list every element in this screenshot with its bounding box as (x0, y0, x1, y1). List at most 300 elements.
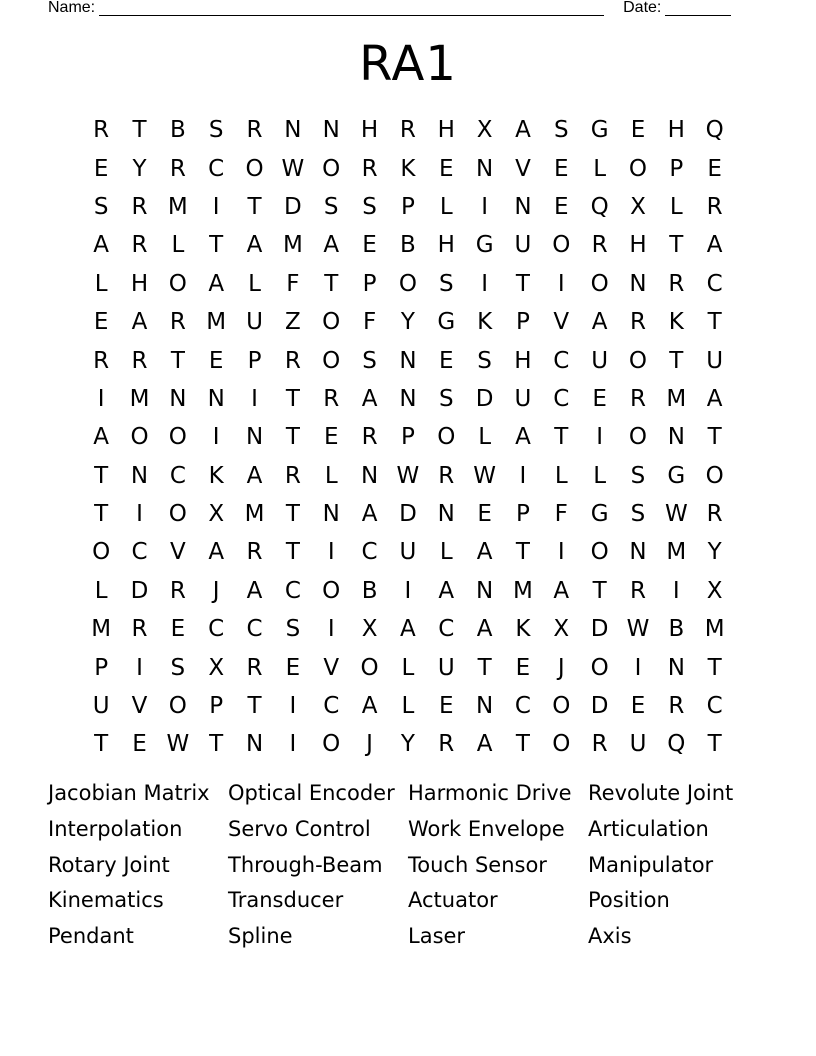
grid-letter[interactable]: M (666, 539, 687, 566)
grid-letter[interactable]: O (322, 309, 341, 336)
grid-letter[interactable]: C (706, 693, 723, 720)
grid-letter[interactable]: I (481, 193, 488, 220)
grid-letter[interactable]: C (706, 270, 723, 297)
grid-letter[interactable]: V (323, 654, 340, 681)
grid-letter[interactable]: T (285, 385, 300, 412)
grid-letter[interactable]: R (93, 117, 110, 144)
grid-letter[interactable]: E (477, 501, 492, 528)
grid-letter[interactable]: R (706, 193, 723, 220)
grid-letter[interactable]: K (477, 309, 493, 336)
grid-letter[interactable]: P (209, 693, 224, 720)
grid-letter[interactable]: T (94, 462, 109, 489)
grid-letter[interactable]: O (552, 731, 571, 758)
grid-letter[interactable]: C (208, 616, 225, 643)
grid-letter[interactable]: E (515, 654, 531, 681)
grid-letter[interactable]: I (136, 501, 143, 528)
grid-letter[interactable]: A (93, 424, 110, 451)
grid-letter[interactable]: P (669, 155, 684, 182)
grid-letter[interactable]: N (245, 731, 264, 758)
grid-letter[interactable]: L (248, 270, 261, 297)
grid-letter[interactable]: E (93, 309, 109, 336)
grid-letter[interactable]: S (630, 462, 646, 489)
grid-letter[interactable]: R (284, 347, 301, 374)
grid-letter[interactable]: S (285, 616, 301, 643)
grid-letter[interactable]: B (361, 577, 378, 604)
grid-letter[interactable]: Y (400, 309, 415, 336)
grid-letter[interactable]: P (247, 347, 262, 374)
grid-letter[interactable]: I (97, 385, 105, 412)
grid-letter[interactable]: E (362, 232, 377, 259)
grid-letter[interactable]: U (629, 731, 647, 758)
grid-letter[interactable]: N (322, 501, 340, 528)
name-blank-line[interactable] (99, 0, 604, 16)
grid-letter[interactable]: D (590, 693, 609, 720)
grid-letter[interactable]: A (323, 232, 340, 259)
grid-letter[interactable]: O (360, 654, 379, 681)
grid-letter[interactable]: O (92, 539, 111, 566)
grid-letter[interactable]: X (630, 193, 646, 220)
grid-letter[interactable]: L (401, 693, 415, 720)
grid-letter[interactable]: R (591, 731, 608, 758)
grid-letter[interactable]: S (362, 193, 377, 220)
grid-letter[interactable]: H (360, 117, 379, 144)
grid-letter[interactable]: P (94, 654, 109, 681)
grid-letter[interactable]: A (361, 693, 378, 720)
grid-letter[interactable]: E (554, 155, 569, 182)
grid-letter[interactable]: N (476, 693, 494, 720)
grid-letter[interactable]: O (552, 232, 571, 259)
grid-letter[interactable]: O (552, 693, 571, 720)
grid-letter[interactable]: V (515, 155, 531, 182)
grid-letter[interactable]: K (668, 309, 684, 336)
grid-letter[interactable]: O (628, 424, 648, 451)
grid-letter[interactable]: S (362, 347, 377, 374)
grid-letter[interactable]: A (246, 232, 263, 259)
grid-letter[interactable]: D (399, 501, 417, 528)
grid-letter[interactable]: O (590, 539, 609, 566)
grid-letter[interactable]: X (361, 616, 378, 643)
grid-letter[interactable]: R (438, 462, 455, 489)
grid-letter[interactable]: N (284, 117, 302, 144)
grid-letter[interactable]: Y (400, 731, 415, 758)
grid-letter[interactable]: C (284, 577, 301, 604)
grid-letter[interactable]: J (212, 577, 220, 604)
grid-letter[interactable]: R (246, 539, 263, 566)
grid-letter[interactable]: C (553, 385, 570, 412)
grid-letter[interactable]: O (168, 501, 187, 528)
grid-letter[interactable]: U (514, 385, 532, 412)
grid-letter[interactable]: E (208, 347, 224, 374)
grid-letter[interactable]: K (515, 616, 531, 643)
grid-letter[interactable]: S (323, 193, 339, 220)
grid-letter[interactable]: X (476, 117, 493, 144)
grid-letter[interactable]: S (438, 270, 454, 297)
grid-letter[interactable]: T (707, 424, 722, 451)
grid-letter[interactable]: N (322, 117, 340, 144)
grid-letter[interactable]: A (591, 309, 608, 336)
grid-letter[interactable]: B (400, 232, 416, 259)
grid-letter[interactable]: L (439, 193, 453, 220)
grid-letter[interactable]: F (554, 501, 568, 528)
grid-letter[interactable]: A (208, 270, 225, 297)
grid-letter[interactable]: R (131, 616, 148, 643)
grid-letter[interactable]: T (707, 731, 722, 758)
grid-letter[interactable]: R (438, 731, 455, 758)
grid-letter[interactable]: X (553, 616, 570, 643)
grid-letter[interactable]: H (667, 117, 685, 144)
grid-letter[interactable]: S (93, 193, 109, 220)
grid-letter[interactable]: R (169, 155, 186, 182)
grid-letter[interactable]: O (130, 424, 149, 451)
grid-letter[interactable]: F (286, 270, 300, 297)
grid-letter[interactable]: R (706, 501, 723, 528)
grid-letter[interactable]: B (668, 616, 685, 643)
grid-letter[interactable]: U (591, 347, 609, 374)
grid-letter[interactable]: I (289, 731, 297, 758)
grid-letter[interactable]: C (323, 693, 340, 720)
grid-letter[interactable]: R (591, 232, 608, 259)
grid-letter[interactable]: M (244, 501, 265, 528)
grid-letter[interactable]: A (476, 539, 493, 566)
grid-letter[interactable]: D (130, 577, 149, 604)
grid-letter[interactable]: C (361, 539, 378, 566)
grid-letter[interactable]: I (251, 385, 258, 412)
grid-letter[interactable]: V (131, 693, 148, 720)
grid-letter[interactable]: O (168, 270, 187, 297)
grid-letter[interactable]: A (361, 385, 378, 412)
grid-letter[interactable]: P (516, 501, 530, 528)
grid-letter[interactable]: M (91, 616, 112, 643)
grid-letter[interactable]: L (593, 462, 607, 489)
grid-letter[interactable]: E (630, 693, 646, 720)
grid-letter[interactable]: C (438, 616, 455, 643)
grid-letter[interactable]: P (516, 309, 530, 336)
grid-letter[interactable]: N (360, 462, 379, 489)
grid-letter[interactable]: R (323, 385, 340, 412)
grid-letter[interactable]: G (590, 117, 609, 144)
grid-letter[interactable]: K (208, 462, 224, 489)
grid-letter[interactable]: T (324, 270, 339, 297)
grid-letter[interactable]: H (130, 270, 149, 297)
grid-letter[interactable]: U (706, 347, 724, 374)
grid-letter[interactable]: C (514, 693, 531, 720)
grid-letter[interactable]: I (557, 539, 565, 566)
grid-letter[interactable]: Q (590, 193, 609, 220)
grid-letter[interactable]: O (322, 577, 341, 604)
grid-letter[interactable]: A (131, 309, 148, 336)
grid-letter[interactable]: G (475, 232, 494, 259)
grid-letter[interactable]: K (400, 155, 416, 182)
grid-letter[interactable]: M (206, 309, 227, 336)
grid-letter[interactable]: A (553, 577, 570, 604)
grid-letter[interactable]: N (399, 347, 417, 374)
grid-letter[interactable]: M (666, 385, 687, 412)
grid-letter[interactable]: T (669, 232, 684, 259)
grid-letter[interactable]: R (668, 693, 685, 720)
grid-letter[interactable]: N (667, 654, 685, 681)
grid-letter[interactable]: T (209, 731, 224, 758)
grid-letter[interactable]: T (94, 731, 109, 758)
grid-letter[interactable]: M (513, 577, 533, 604)
name-date-header (48, 0, 731, 18)
grid-letter[interactable]: N (245, 424, 264, 451)
grid-letter[interactable]: T (554, 424, 569, 451)
grid-letter[interactable]: I (212, 193, 220, 220)
grid-letter[interactable]: L (593, 155, 607, 182)
grid-letter[interactable]: W (664, 501, 688, 528)
grid-letter[interactable]: U (92, 693, 110, 720)
grid-letter[interactable]: I (136, 654, 143, 681)
grid-letter[interactable]: O (590, 654, 609, 681)
grid-letter[interactable]: R (93, 347, 110, 374)
grid-letter[interactable]: O (628, 347, 648, 374)
grid-letter[interactable]: X (208, 654, 225, 681)
word-bank-item: Rotary Joint (48, 852, 170, 877)
grid-letter[interactable]: N (399, 385, 417, 412)
grid-letter[interactable]: L (401, 654, 415, 681)
grid-letter[interactable]: A (706, 232, 723, 259)
grid-letter[interactable]: O (398, 270, 417, 297)
grid-row (82, 265, 734, 303)
grid-letter[interactable]: C (553, 347, 570, 374)
grid-letter[interactable]: E (132, 731, 147, 758)
grid-letter[interactable]: C (169, 462, 186, 489)
grid-letter[interactable]: O (705, 462, 724, 489)
grid-letter[interactable]: T (247, 193, 262, 220)
grid-letter[interactable]: N (476, 577, 494, 604)
grid-letter[interactable]: T (592, 577, 607, 604)
grid-letter[interactable]: E (93, 155, 109, 182)
grid-letter[interactable]: E (170, 616, 186, 643)
grid-letter[interactable]: C (208, 155, 225, 182)
grid-letter[interactable]: T (515, 539, 530, 566)
grid-letter[interactable]: G (437, 309, 456, 336)
grid-letter[interactable]: E (323, 424, 339, 451)
grid-letter[interactable]: W (626, 616, 650, 643)
grid-letter[interactable]: E (630, 117, 646, 144)
grid-letter[interactable]: L (439, 539, 453, 566)
grid-letter[interactable]: C (131, 539, 148, 566)
grid-letter[interactable]: O (168, 693, 187, 720)
grid-letter[interactable]: T (515, 731, 530, 758)
grid-letter[interactable]: Y (707, 539, 722, 566)
grid-letter[interactable]: N (629, 539, 647, 566)
grid-letter[interactable]: C (246, 616, 263, 643)
grid-letter[interactable]: L (94, 577, 108, 604)
grid-letter[interactable]: W (396, 462, 420, 489)
grid-letter[interactable]: A (476, 731, 493, 758)
grid-letter[interactable]: X (706, 577, 723, 604)
grid-letter[interactable]: R (131, 193, 148, 220)
grid-letter[interactable]: T (477, 654, 492, 681)
grid-letter[interactable]: A (400, 616, 416, 643)
grid-letter[interactable]: I (327, 616, 335, 643)
grid-letter[interactable]: R (169, 309, 186, 336)
grid-letter[interactable]: O (322, 731, 341, 758)
grid-letter[interactable]: J (366, 731, 373, 758)
grid-letter[interactable]: W (281, 155, 305, 182)
grid-letter[interactable]: S (630, 501, 646, 528)
grid-letter[interactable]: D (590, 616, 609, 643)
word-bank-item: Transducer (228, 888, 344, 913)
grid-letter[interactable]: G (590, 501, 609, 528)
grid-letter[interactable]: L (324, 462, 338, 489)
grid-letter[interactable]: U (437, 654, 455, 681)
grid-letter[interactable]: I (634, 654, 642, 681)
grid-letter[interactable]: R (629, 577, 646, 604)
grid-letter[interactable]: I (289, 693, 297, 720)
grid-letter[interactable]: L (94, 270, 108, 297)
grid-letter[interactable]: O (590, 270, 609, 297)
grid-letter[interactable]: T (170, 347, 185, 374)
grid-letter[interactable]: O (628, 155, 648, 182)
grid-letter[interactable]: I (519, 462, 527, 489)
grid-letter[interactable]: A (246, 462, 263, 489)
grid-letter[interactable]: I (327, 539, 335, 566)
grid-letter[interactable]: B (169, 117, 186, 144)
word-bank-item: Actuator (408, 888, 498, 913)
grid-letter[interactable]: E (438, 347, 454, 374)
grid-letter[interactable]: T (707, 309, 722, 336)
grid-letter[interactable]: S (438, 385, 454, 412)
grid-letter[interactable]: H (629, 232, 647, 259)
grid-letter[interactable]: R (629, 309, 646, 336)
grid-letter[interactable]: T (285, 501, 300, 528)
grid-letter[interactable]: A (515, 424, 531, 451)
grid-letter[interactable]: T (209, 232, 224, 259)
grid-letter[interactable]: O (245, 155, 264, 182)
grid-letter[interactable]: T (285, 539, 300, 566)
grid-letter[interactable]: M (704, 616, 725, 643)
grid-letter[interactable]: R (629, 385, 646, 412)
grid-letter[interactable]: E (285, 654, 301, 681)
page-title: RA1 (359, 36, 457, 92)
grid-letter[interactable]: L (478, 424, 492, 451)
grid-letter[interactable]: L (554, 462, 568, 489)
grid-letter[interactable]: S (208, 117, 224, 144)
grid-letter[interactable]: S (553, 117, 569, 144)
grid-letter[interactable]: N (667, 424, 685, 451)
grid-letter[interactable]: W (473, 462, 496, 489)
grid-letter[interactable]: R (361, 155, 378, 182)
grid-letter[interactable]: I (481, 270, 488, 297)
grid-letter[interactable]: P (400, 424, 415, 451)
grid-letter[interactable]: V (169, 539, 186, 566)
grid-letter[interactable]: S (170, 654, 186, 681)
grid-letter[interactable]: A (515, 117, 531, 144)
grid-letter[interactable]: H (514, 347, 532, 374)
grid-letter[interactable]: H (437, 117, 455, 144)
grid-letter[interactable]: N (169, 385, 187, 412)
grid-row (82, 418, 734, 456)
grid-letter[interactable]: I (596, 424, 604, 451)
grid-letter[interactable]: N (130, 462, 149, 489)
grid-letter[interactable]: N (629, 270, 647, 297)
grid-letter[interactable]: T (132, 117, 147, 144)
grid-letter[interactable]: A (208, 539, 225, 566)
grid-letter[interactable]: R (246, 654, 263, 681)
grid-letter[interactable]: G (667, 462, 686, 489)
grid-letter[interactable]: R (284, 462, 301, 489)
grid-letter[interactable]: V (553, 309, 570, 336)
grid-letter[interactable]: Z (285, 309, 301, 336)
grid-letter[interactable]: X (208, 501, 225, 528)
grid-letter[interactable]: M (282, 232, 303, 259)
grid-letter[interactable]: R (131, 232, 148, 259)
grid-letter[interactable]: O (322, 155, 341, 182)
grid-letter[interactable]: W (166, 731, 190, 758)
grid-letter[interactable]: O (168, 424, 187, 451)
grid-letter[interactable]: A (246, 577, 263, 604)
grid-letter[interactable]: U (399, 539, 417, 566)
grid-letter[interactable]: I (404, 577, 412, 604)
grid-letter[interactable]: N (207, 385, 225, 412)
grid-letter[interactable]: R (131, 347, 148, 374)
grid-letter[interactable]: T (247, 693, 262, 720)
grid-letter[interactable]: R (399, 117, 416, 144)
grid-letter[interactable]: I (212, 424, 220, 451)
grid-letter[interactable]: A (476, 616, 493, 643)
grid-letter[interactable]: S (477, 347, 492, 374)
grid-letter[interactable]: E (554, 193, 569, 220)
grid-letter[interactable]: E (438, 693, 454, 720)
grid-letter[interactable]: L (669, 193, 683, 220)
grid-letter[interactable]: T (707, 654, 722, 681)
grid-letter[interactable]: J (557, 654, 565, 681)
grid-letter[interactable]: T (669, 347, 684, 374)
grid-letter[interactable]: A (706, 385, 723, 412)
grid-letter[interactable]: E (438, 155, 454, 182)
grid-letter[interactable]: N (476, 155, 494, 182)
grid-letter[interactable]: E (707, 155, 722, 182)
grid-letter[interactable]: N (514, 193, 532, 220)
grid-letter[interactable]: A (438, 577, 455, 604)
grid-letter[interactable]: O (437, 424, 456, 451)
grid-letter[interactable]: D (475, 385, 494, 412)
grid-letter[interactable]: A (93, 232, 110, 259)
grid-letter[interactable]: D (284, 193, 302, 220)
grid-letter[interactable]: P (362, 270, 377, 297)
word-bank-item: Spline (228, 924, 293, 949)
grid-letter[interactable]: E (592, 385, 607, 412)
grid-letter[interactable]: L (171, 232, 185, 259)
grid-letter[interactable]: T (285, 424, 300, 451)
word-bank-item: Servo Control (228, 816, 371, 841)
grid-letter[interactable]: I (557, 270, 565, 297)
grid-letter[interactable]: Q (667, 731, 686, 758)
grid-letter[interactable]: I (672, 577, 680, 604)
grid-letter[interactable]: U (246, 309, 263, 336)
grid-letter[interactable]: M (167, 193, 188, 220)
grid-letter[interactable]: F (362, 309, 377, 336)
grid-letter[interactable]: O (322, 347, 341, 374)
grid-letter[interactable]: R (246, 117, 263, 144)
grid-letter[interactable]: T (94, 501, 109, 528)
grid-letter[interactable]: U (514, 232, 532, 259)
grid-letter[interactable]: A (361, 501, 378, 528)
grid-letter[interactable]: M (129, 385, 150, 412)
grid-letter[interactable]: R (668, 270, 685, 297)
grid-letter[interactable]: Q (705, 117, 724, 144)
grid-letter[interactable]: P (400, 193, 415, 220)
grid-letter[interactable]: R (361, 424, 378, 451)
grid-letter[interactable]: N (437, 501, 455, 528)
grid-letter[interactable]: R (169, 577, 186, 604)
grid-letter[interactable]: H (437, 232, 455, 259)
grid-letter[interactable]: T (515, 270, 530, 297)
date-blank-line[interactable] (665, 0, 731, 16)
grid-letter[interactable]: Y (132, 155, 147, 182)
